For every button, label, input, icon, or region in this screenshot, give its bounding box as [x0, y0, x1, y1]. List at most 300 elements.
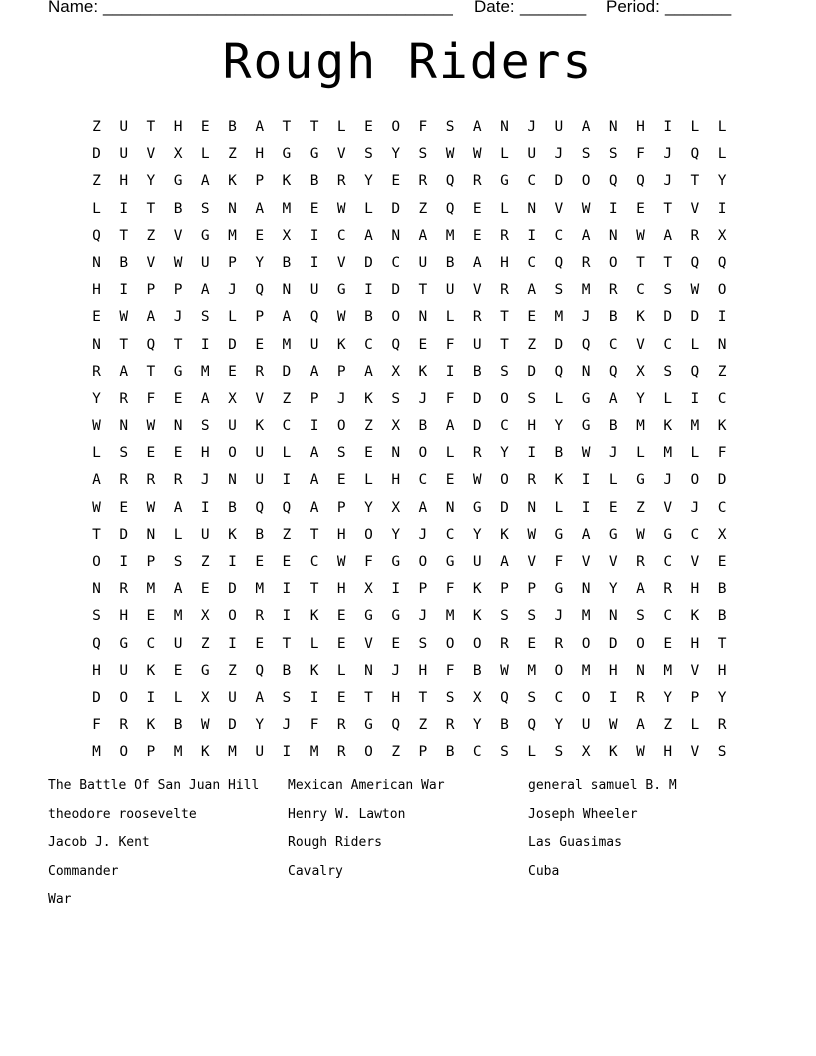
- grid-letter[interactable]: T: [717, 635, 727, 652]
- grid-letter[interactable]: A: [119, 363, 129, 380]
- grid-letter[interactable]: W: [92, 418, 101, 435]
- grid-letter[interactable]: P: [690, 689, 700, 706]
- grid-letter[interactable]: J: [663, 173, 673, 190]
- grid-letter[interactable]: I: [282, 472, 292, 489]
- grid-letter[interactable]: R: [608, 282, 618, 299]
- grid-letter[interactable]: I: [690, 390, 700, 407]
- grid-letter[interactable]: J: [554, 146, 564, 163]
- grid-letter[interactable]: Y: [255, 254, 265, 271]
- grid-letter[interactable]: F: [717, 445, 727, 462]
- grid-letter[interactable]: H: [717, 662, 727, 679]
- grid-letter[interactable]: G: [391, 554, 401, 570]
- grid-letter[interactable]: V: [146, 254, 156, 271]
- grid-letter[interactable]: S: [200, 418, 210, 435]
- grid-letter[interactable]: I: [527, 227, 537, 244]
- grid-letter[interactable]: C: [282, 418, 292, 435]
- grid-letter[interactable]: R: [255, 363, 265, 380]
- grid-letter[interactable]: U: [200, 526, 210, 543]
- period-field[interactable]: _______: [665, 0, 732, 16]
- grid-letter[interactable]: N: [228, 472, 237, 489]
- grid-letter[interactable]: J: [608, 445, 618, 462]
- grid-letter[interactable]: M: [581, 608, 591, 625]
- grid-letter[interactable]: R: [472, 173, 482, 190]
- grid-letter[interactable]: V: [690, 744, 700, 761]
- grid-letter[interactable]: M: [282, 336, 292, 353]
- grid-letter[interactable]: Q: [554, 363, 564, 380]
- grid-letter[interactable]: R: [472, 309, 482, 326]
- grid-letter[interactable]: V: [690, 662, 700, 679]
- grid-letter[interactable]: M: [636, 418, 645, 435]
- grid-letter[interactable]: B: [445, 744, 455, 761]
- grid-letter[interactable]: M: [663, 662, 673, 679]
- grid-letter[interactable]: C: [554, 227, 564, 244]
- grid-letter[interactable]: G: [636, 472, 645, 489]
- grid-letter[interactable]: I: [146, 689, 156, 706]
- grid-letter[interactable]: L: [282, 445, 292, 462]
- grid-letter[interactable]: E: [255, 635, 265, 652]
- grid-letter[interactable]: C: [554, 689, 564, 706]
- grid-letter[interactable]: F: [445, 390, 455, 407]
- grid-letter[interactable]: C: [663, 336, 673, 353]
- grid-letter[interactable]: X: [364, 581, 373, 598]
- grid-letter[interactable]: T: [500, 336, 509, 353]
- grid-letter[interactable]: G: [309, 146, 319, 163]
- grid-letter[interactable]: Z: [717, 363, 727, 380]
- grid-letter[interactable]: N: [581, 581, 591, 598]
- grid-letter[interactable]: P: [527, 581, 537, 598]
- grid-letter[interactable]: K: [309, 608, 319, 625]
- grid-letter[interactable]: L: [336, 662, 346, 679]
- grid-letter[interactable]: T: [146, 119, 156, 135]
- grid-letter[interactable]: J: [200, 472, 210, 489]
- grid-letter[interactable]: M: [527, 662, 537, 679]
- grid-letter[interactable]: S: [391, 390, 401, 407]
- grid-letter[interactable]: S: [608, 146, 618, 163]
- grid-letter[interactable]: J: [663, 472, 673, 489]
- grid-letter[interactable]: L: [636, 445, 645, 462]
- grid-letter[interactable]: D: [364, 254, 373, 271]
- grid-letter[interactable]: C: [500, 418, 509, 435]
- grid-letter[interactable]: T: [92, 526, 101, 543]
- grid-letter[interactable]: S: [636, 608, 645, 625]
- grid-letter[interactable]: M: [255, 581, 265, 598]
- grid-letter[interactable]: H: [173, 119, 183, 135]
- grid-letter[interactable]: Z: [282, 390, 292, 407]
- grid-letter[interactable]: M: [445, 227, 455, 244]
- grid-letter[interactable]: X: [581, 744, 591, 761]
- grid-letter[interactable]: P: [255, 309, 265, 326]
- grid-letter[interactable]: W: [581, 445, 591, 462]
- grid-letter[interactable]: I: [391, 581, 401, 598]
- grid-letter[interactable]: H: [418, 662, 428, 679]
- grid-letter[interactable]: E: [282, 554, 292, 570]
- grid-letter[interactable]: Q: [391, 336, 401, 353]
- grid-letter[interactable]: S: [554, 744, 564, 761]
- grid-letter[interactable]: V: [554, 200, 564, 217]
- grid-letter[interactable]: M: [554, 309, 564, 326]
- grid-letter[interactable]: D: [527, 363, 537, 380]
- grid-letter[interactable]: E: [663, 635, 673, 652]
- grid-letter[interactable]: A: [636, 717, 645, 734]
- grid-letter[interactable]: F: [636, 146, 645, 163]
- grid-letter[interactable]: H: [663, 744, 673, 761]
- grid-letter[interactable]: K: [500, 526, 509, 543]
- grid-letter[interactable]: I: [364, 282, 373, 299]
- grid-letter[interactable]: O: [445, 635, 455, 652]
- grid-letter[interactable]: E: [173, 445, 183, 462]
- grid-letter[interactable]: T: [119, 336, 129, 353]
- grid-letter[interactable]: D: [228, 581, 237, 598]
- grid-letter[interactable]: O: [119, 689, 129, 706]
- grid-letter[interactable]: H: [92, 282, 101, 299]
- grid-letter[interactable]: I: [581, 499, 591, 516]
- grid-letter[interactable]: W: [472, 146, 482, 163]
- grid-letter[interactable]: L: [690, 336, 700, 353]
- grid-letter[interactable]: R: [336, 744, 346, 761]
- grid-letter[interactable]: S: [173, 554, 183, 570]
- grid-letter[interactable]: O: [418, 554, 428, 570]
- grid-letter[interactable]: A: [364, 363, 373, 380]
- grid-letter[interactable]: Q: [527, 717, 537, 734]
- grid-letter[interactable]: V: [690, 200, 700, 217]
- grid-letter[interactable]: A: [472, 119, 482, 135]
- grid-letter[interactable]: R: [663, 581, 673, 598]
- grid-letter[interactable]: J: [336, 390, 346, 407]
- grid-letter[interactable]: B: [309, 173, 319, 190]
- grid-letter[interactable]: T: [282, 635, 292, 652]
- grid-letter[interactable]: I: [663, 119, 673, 135]
- grid-letter[interactable]: L: [500, 146, 509, 163]
- grid-letter[interactable]: P: [228, 254, 237, 271]
- grid-letter[interactable]: J: [282, 717, 292, 734]
- grid-letter[interactable]: Q: [636, 173, 645, 190]
- grid-letter[interactable]: J: [418, 608, 428, 625]
- grid-letter[interactable]: T: [146, 363, 156, 380]
- grid-letter[interactable]: N: [527, 200, 537, 217]
- grid-letter[interactable]: A: [92, 472, 101, 489]
- grid-letter[interactable]: W: [336, 200, 346, 217]
- grid-letter[interactable]: A: [255, 689, 265, 706]
- grid-letter[interactable]: P: [309, 390, 319, 407]
- grid-letter[interactable]: G: [608, 526, 618, 543]
- grid-letter[interactable]: H: [608, 662, 618, 679]
- grid-letter[interactable]: A: [636, 581, 645, 598]
- grid-letter[interactable]: G: [364, 717, 373, 734]
- grid-letter[interactable]: I: [228, 554, 237, 570]
- grid-letter[interactable]: G: [173, 173, 183, 190]
- grid-letter[interactable]: J: [690, 499, 700, 516]
- grid-letter[interactable]: O: [581, 689, 591, 706]
- grid-letter[interactable]: E: [255, 227, 265, 244]
- grid-letter[interactable]: T: [418, 282, 428, 299]
- grid-letter[interactable]: E: [391, 173, 401, 190]
- grid-letter[interactable]: P: [146, 282, 156, 299]
- grid-letter[interactable]: S: [282, 689, 292, 706]
- grid-letter[interactable]: W: [445, 146, 455, 163]
- grid-letter[interactable]: D: [228, 336, 237, 353]
- grid-letter[interactable]: K: [554, 472, 564, 489]
- grid-letter[interactable]: A: [173, 581, 183, 598]
- grid-letter[interactable]: M: [173, 744, 183, 761]
- grid-letter[interactable]: E: [336, 635, 346, 652]
- grid-letter[interactable]: L: [554, 499, 564, 516]
- grid-letter[interactable]: U: [581, 717, 591, 734]
- grid-letter[interactable]: Q: [608, 173, 618, 190]
- grid-letter[interactable]: I: [309, 418, 319, 435]
- grid-letter[interactable]: L: [690, 445, 700, 462]
- grid-letter[interactable]: N: [527, 499, 537, 516]
- grid-letter[interactable]: Q: [255, 499, 265, 516]
- grid-letter[interactable]: V: [663, 499, 673, 516]
- grid-letter[interactable]: Y: [500, 445, 509, 462]
- grid-letter[interactable]: R: [255, 608, 265, 625]
- grid-letter[interactable]: H: [690, 581, 700, 598]
- grid-letter[interactable]: L: [364, 200, 373, 217]
- grid-letter[interactable]: F: [364, 554, 373, 570]
- grid-letter[interactable]: A: [255, 200, 265, 217]
- grid-letter[interactable]: E: [92, 309, 101, 326]
- grid-letter[interactable]: J: [527, 119, 537, 135]
- grid-letter[interactable]: M: [663, 445, 673, 462]
- grid-letter[interactable]: C: [336, 227, 346, 244]
- grid-letter[interactable]: V: [636, 336, 645, 353]
- grid-letter[interactable]: K: [418, 363, 428, 380]
- grid-letter[interactable]: R: [92, 363, 101, 380]
- grid-letter[interactable]: H: [119, 173, 129, 190]
- grid-letter[interactable]: W: [146, 418, 156, 435]
- grid-letter[interactable]: N: [92, 254, 101, 271]
- grid-letter[interactable]: C: [309, 554, 319, 570]
- grid-letter[interactable]: Q: [717, 254, 727, 271]
- grid-letter[interactable]: Y: [391, 146, 401, 163]
- grid-letter[interactable]: O: [581, 635, 591, 652]
- grid-letter[interactable]: S: [500, 744, 509, 761]
- grid-letter[interactable]: S: [554, 282, 564, 299]
- grid-letter[interactable]: M: [581, 282, 591, 299]
- grid-letter[interactable]: Q: [690, 146, 700, 163]
- grid-letter[interactable]: U: [255, 744, 265, 761]
- grid-letter[interactable]: I: [309, 689, 319, 706]
- grid-letter[interactable]: R: [418, 173, 428, 190]
- grid-letter[interactable]: L: [336, 119, 346, 135]
- grid-letter[interactable]: H: [200, 445, 210, 462]
- grid-letter[interactable]: I: [119, 282, 129, 299]
- grid-letter[interactable]: A: [500, 554, 509, 570]
- grid-letter[interactable]: V: [527, 554, 537, 570]
- grid-letter[interactable]: R: [445, 717, 455, 734]
- grid-letter[interactable]: E: [472, 227, 482, 244]
- grid-letter[interactable]: T: [418, 689, 428, 706]
- grid-letter[interactable]: J: [581, 309, 591, 326]
- grid-letter[interactable]: E: [336, 689, 346, 706]
- grid-letter[interactable]: Q: [690, 254, 700, 271]
- grid-letter[interactable]: W: [146, 499, 156, 516]
- grid-letter[interactable]: T: [636, 254, 645, 271]
- grid-letter[interactable]: Y: [472, 717, 482, 734]
- grid-letter[interactable]: D: [472, 390, 482, 407]
- grid-letter[interactable]: W: [527, 526, 537, 543]
- grid-letter[interactable]: W: [581, 200, 591, 217]
- grid-letter[interactable]: G: [663, 526, 673, 543]
- grid-letter[interactable]: K: [146, 662, 156, 679]
- grid-letter[interactable]: O: [636, 635, 645, 652]
- grid-letter[interactable]: Z: [92, 173, 101, 190]
- grid-letter[interactable]: B: [472, 363, 482, 380]
- grid-letter[interactable]: X: [717, 526, 727, 543]
- grid-letter[interactable]: D: [92, 146, 101, 163]
- grid-letter[interactable]: U: [119, 662, 129, 679]
- grid-letter[interactable]: N: [92, 336, 101, 353]
- grid-letter[interactable]: D: [717, 472, 727, 489]
- grid-letter[interactable]: O: [119, 744, 129, 761]
- grid-letter[interactable]: T: [173, 336, 183, 353]
- grid-letter[interactable]: O: [717, 282, 727, 299]
- grid-letter[interactable]: L: [173, 689, 183, 706]
- grid-letter[interactable]: O: [391, 309, 401, 326]
- grid-letter[interactable]: O: [92, 554, 101, 570]
- grid-letter[interactable]: Y: [391, 526, 401, 543]
- grid-letter[interactable]: R: [119, 717, 129, 734]
- grid-letter[interactable]: L: [554, 390, 564, 407]
- grid-letter[interactable]: I: [282, 744, 292, 761]
- grid-letter[interactable]: B: [608, 418, 618, 435]
- grid-letter[interactable]: E: [228, 363, 237, 380]
- grid-letter[interactable]: Z: [228, 146, 237, 163]
- grid-letter[interactable]: B: [119, 254, 129, 271]
- grid-letter[interactable]: J: [663, 146, 673, 163]
- grid-letter[interactable]: S: [500, 363, 509, 380]
- grid-letter[interactable]: U: [554, 119, 564, 135]
- grid-letter[interactable]: I: [119, 200, 129, 217]
- grid-letter[interactable]: Q: [445, 200, 455, 217]
- grid-letter[interactable]: W: [500, 662, 509, 679]
- grid-letter[interactable]: S: [663, 282, 673, 299]
- grid-letter[interactable]: G: [282, 146, 292, 163]
- grid-letter[interactable]: Z: [418, 717, 428, 734]
- grid-letter[interactable]: C: [418, 472, 428, 489]
- grid-letter[interactable]: O: [472, 635, 482, 652]
- grid-letter[interactable]: N: [608, 119, 618, 135]
- grid-letter[interactable]: H: [336, 581, 346, 598]
- grid-letter[interactable]: B: [472, 662, 482, 679]
- grid-letter[interactable]: T: [282, 119, 292, 135]
- grid-letter[interactable]: E: [119, 499, 129, 516]
- grid-letter[interactable]: R: [690, 227, 700, 244]
- grid-letter[interactable]: V: [608, 554, 618, 570]
- grid-letter[interactable]: Q: [146, 336, 156, 353]
- grid-letter[interactable]: M: [581, 662, 591, 679]
- grid-letter[interactable]: K: [228, 173, 237, 190]
- grid-letter[interactable]: X: [200, 608, 210, 625]
- grid-letter[interactable]: J: [391, 662, 401, 679]
- grid-letter[interactable]: W: [200, 717, 210, 734]
- grid-letter[interactable]: A: [418, 499, 428, 516]
- grid-letter[interactable]: C: [527, 173, 537, 190]
- grid-letter[interactable]: B: [228, 499, 237, 516]
- grid-letter[interactable]: L: [690, 119, 700, 135]
- grid-letter[interactable]: W: [119, 309, 129, 326]
- grid-letter[interactable]: N: [608, 608, 618, 625]
- grid-letter[interactable]: S: [500, 608, 509, 625]
- grid-letter[interactable]: Y: [554, 418, 564, 435]
- grid-letter[interactable]: R: [554, 635, 564, 652]
- date-field[interactable]: _______: [520, 0, 587, 16]
- grid-letter[interactable]: K: [228, 526, 237, 543]
- grid-letter[interactable]: X: [717, 227, 727, 244]
- grid-letter[interactable]: S: [445, 119, 455, 135]
- grid-letter[interactable]: Q: [92, 635, 101, 652]
- grid-letter[interactable]: B: [500, 717, 509, 734]
- grid-letter[interactable]: W: [92, 499, 101, 516]
- grid-letter[interactable]: L: [717, 146, 727, 163]
- grid-letter[interactable]: H: [119, 608, 129, 625]
- grid-letter[interactable]: Z: [282, 526, 292, 543]
- grid-letter[interactable]: S: [663, 363, 673, 380]
- grid-letter[interactable]: R: [581, 254, 591, 271]
- grid-letter[interactable]: U: [200, 254, 210, 271]
- grid-letter[interactable]: S: [527, 390, 537, 407]
- grid-letter[interactable]: Q: [391, 717, 401, 734]
- grid-letter[interactable]: S: [92, 608, 101, 625]
- grid-letter[interactable]: Z: [92, 119, 101, 135]
- grid-letter[interactable]: T: [309, 581, 319, 598]
- grid-letter[interactable]: T: [690, 173, 700, 190]
- grid-letter[interactable]: L: [228, 309, 237, 326]
- grid-letter[interactable]: V: [336, 254, 346, 271]
- grid-letter[interactable]: H: [336, 526, 346, 543]
- grid-letter[interactable]: D: [663, 309, 673, 326]
- grid-letter[interactable]: M: [445, 608, 455, 625]
- grid-letter[interactable]: L: [309, 635, 319, 652]
- grid-letter[interactable]: Y: [717, 689, 727, 706]
- grid-letter[interactable]: O: [608, 254, 618, 271]
- grid-letter[interactable]: D: [554, 173, 564, 190]
- grid-letter[interactable]: P: [336, 363, 346, 380]
- grid-letter[interactable]: O: [500, 390, 509, 407]
- grid-letter[interactable]: I: [282, 608, 292, 625]
- grid-letter[interactable]: I: [309, 254, 319, 271]
- grid-letter[interactable]: N: [364, 662, 373, 679]
- grid-letter[interactable]: A: [581, 526, 591, 543]
- grid-letter[interactable]: D: [554, 336, 564, 353]
- grid-letter[interactable]: V: [581, 554, 591, 570]
- grid-letter[interactable]: C: [717, 390, 727, 407]
- grid-letter[interactable]: X: [173, 146, 183, 163]
- grid-letter[interactable]: P: [418, 581, 428, 598]
- grid-letter[interactable]: N: [717, 336, 727, 353]
- grid-letter[interactable]: A: [309, 445, 319, 462]
- grid-letter[interactable]: R: [472, 445, 482, 462]
- grid-letter[interactable]: E: [309, 200, 319, 217]
- grid-letter[interactable]: O: [364, 744, 373, 761]
- grid-letter[interactable]: I: [527, 445, 537, 462]
- grid-letter[interactable]: N: [282, 282, 292, 299]
- grid-letter[interactable]: H: [391, 472, 401, 489]
- grid-letter[interactable]: E: [336, 472, 346, 489]
- grid-letter[interactable]: X: [391, 418, 401, 435]
- grid-letter[interactable]: G: [581, 418, 591, 435]
- grid-letter[interactable]: K: [309, 662, 319, 679]
- grid-letter[interactable]: I: [282, 581, 292, 598]
- grid-letter[interactable]: B: [445, 254, 455, 271]
- grid-letter[interactable]: V: [336, 146, 346, 163]
- grid-letter[interactable]: G: [364, 608, 373, 625]
- grid-letter[interactable]: A: [309, 363, 319, 380]
- grid-letter[interactable]: W: [636, 744, 645, 761]
- grid-letter[interactable]: H: [92, 662, 101, 679]
- grid-letter[interactable]: W: [173, 254, 183, 271]
- grid-letter[interactable]: A: [663, 227, 673, 244]
